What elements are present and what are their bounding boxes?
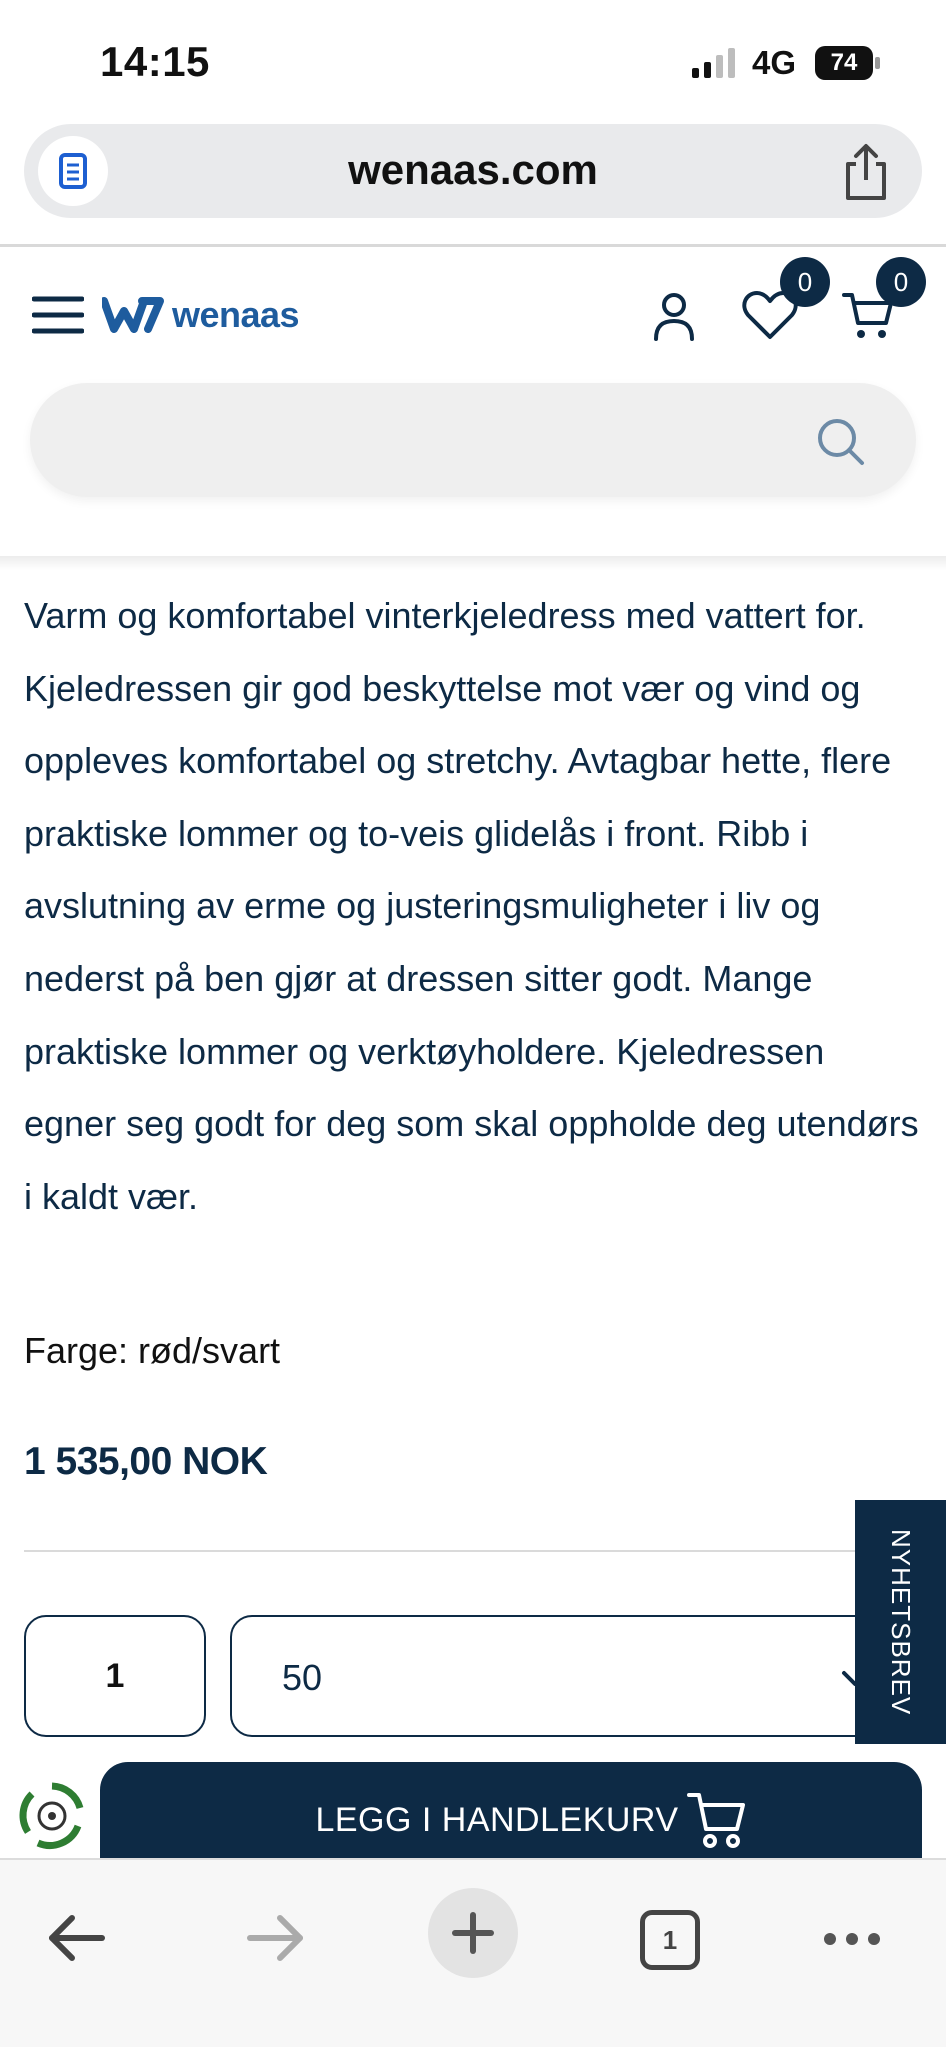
divider [24,1550,922,1552]
site-header [0,247,946,567]
cellular-signal-icon [690,48,738,78]
product-price: 1 535,00 NOK [24,1440,268,1483]
address-bar[interactable] [24,124,922,218]
product-description: Varm og komfortabel vinterkjeledress med vattert for. Kjeledressen gir god beskyttelse mot vær og vind og oppleves komfortabel og stretchy. Avtagbar hette, flere praktiske lommer og to-veis glidelås i front. Ribb i avslutning av erme og justeringsmuligheter i liv og nederst på ben gjør at dressen sitter godt. Mange praktiske lommer og verktøyholdere. Kjeledressen egner seg godt for deg som skal oppholde deg utendørs i kaldt vær. [24,595,919,1217]
battery-icon [815,46,881,80]
search-icon[interactable] [816,417,866,467]
forward-arrow-icon[interactable] [246,1910,306,1966]
eco-badge-icon[interactable] [16,1780,88,1852]
more-icon[interactable] [822,1924,882,1954]
browser-toolbar [0,1858,946,2047]
newsletter-tab[interactable] [855,1500,946,1744]
logo-mark-icon [102,297,164,333]
url-text[interactable]: wenaas.com [348,146,598,193]
network-type: 4G [752,44,797,81]
user-account-icon[interactable] [650,291,698,341]
newsletter-label: NYHETSBREV [886,1528,916,1716]
status-bar [0,0,946,120]
header-shadow [0,556,946,570]
wishlist-count-badge: 0 [780,257,830,307]
quantity-input[interactable] [24,1615,206,1737]
search-input[interactable] [70,383,810,497]
product-content [0,570,946,1860]
add-to-cart-button[interactable] [100,1762,922,1860]
status-time: 14:15 [100,38,210,85]
logo-text: wenaas [172,294,300,335]
site-logo[interactable] [102,287,299,343]
size-selected-value: 50 [282,1657,323,1698]
add-to-cart-label: LEGG I HANDLEKURV [315,1800,679,1839]
cart-icon [687,1791,747,1849]
back-arrow-icon[interactable] [46,1910,106,1966]
plus-icon [451,1911,495,1955]
share-icon[interactable] [838,142,894,202]
battery-level: 74 [830,49,858,76]
tabs-icon[interactable]: 1 [640,1910,700,1970]
search-bar[interactable] [30,383,916,497]
product-color: Farge: rød/svart [24,1330,281,1371]
cart-count-badge: 0 [876,257,926,307]
hamburger-menu-icon[interactable] [32,295,84,335]
size-select[interactable] [230,1615,898,1737]
new-tab-button[interactable] [428,1888,518,1978]
